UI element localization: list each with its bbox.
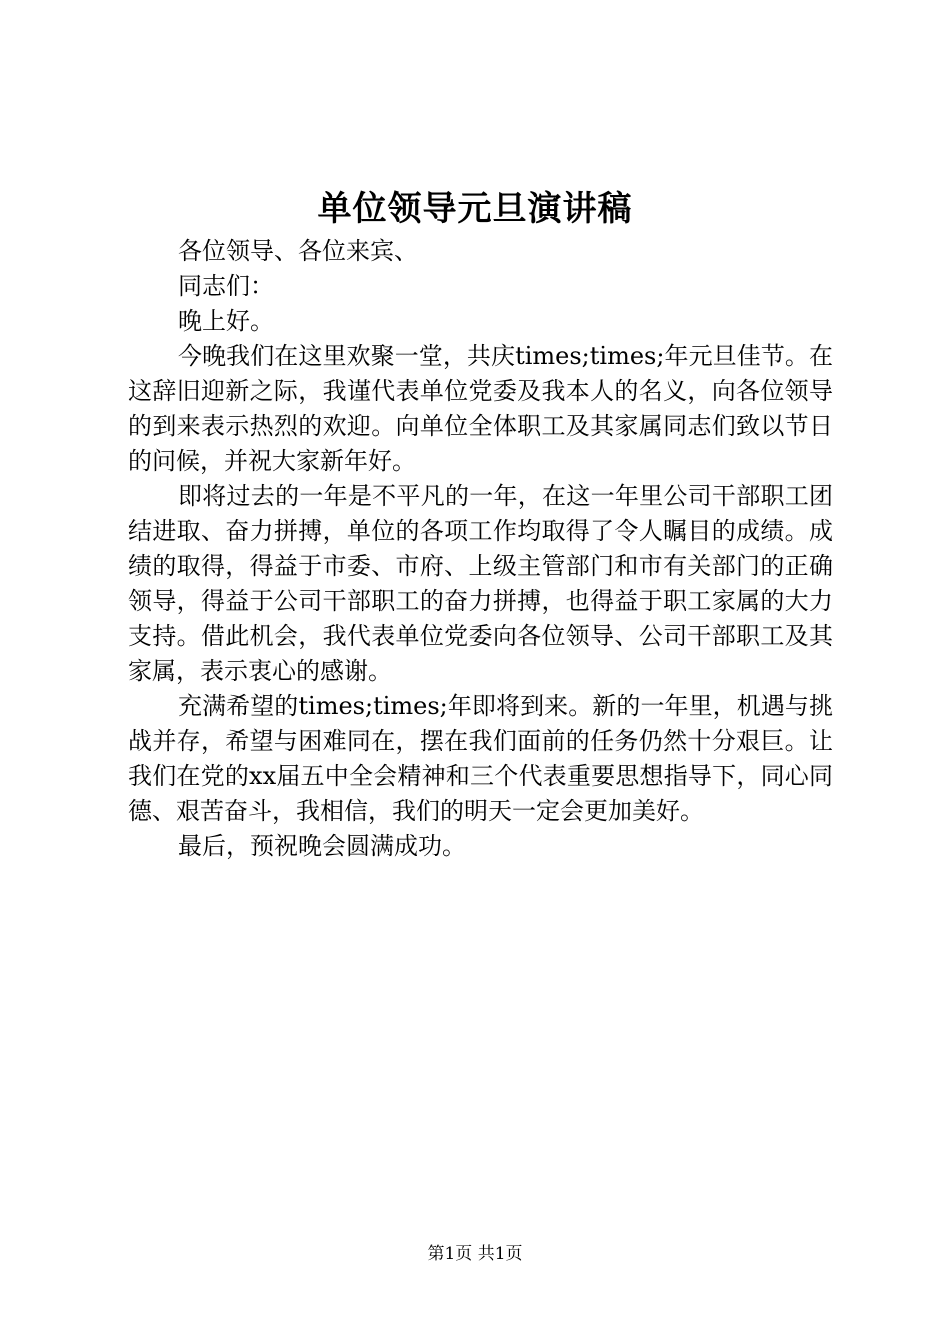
body-paragraph: 充满希望的times;times;年即将到来。新的一年里，机遇与挑战并存，希望与困难同在，摆在我们面前的任务仍然十分艰巨。让我们在党的xx届五中全会精神和三个代表重要思想指导下，同心同德、艰苦奋斗，我相信，我们的明天一定会更加美好。 (128, 692, 833, 825)
closing-paragraph: 最后，预祝晚会圆满成功。 (178, 832, 466, 860)
salutation-paragraph: 各位领导、各位来宾、 (178, 237, 418, 265)
salutation-paragraph: 同志们： (178, 272, 274, 300)
greeting-paragraph: 晚上好。 (178, 307, 274, 335)
document-body (128, 234, 833, 864)
page-footer: 第1页 共1页 (427, 1244, 523, 1264)
body-paragraph: 即将过去的一年是不平凡的一年，在这一年里公司干部职工团结进取、奋力拼搏，单位的各项工作均取得了令人瞩目的成绩。成绩的取得，得益于市委、市府、上级主管部门和市有关部门的正确领导，得益于公司干部职工的奋力拼搏，也得益于职工家属的大力支持。借此机会，我代表单位党委向各位领导、公司干部职工及其家属，表示衷心的感谢。 (128, 482, 833, 685)
body-paragraph: 今晚我们在这里欢聚一堂，共庆times;times;年元旦佳节。在这辞旧迎新之际，我谨代表单位党委及我本人的名义，向各位领导的到来表示热烈的欢迎。向单位全体职工及其家属同志们致以节日的问候，并祝大家新年好。 (128, 342, 833, 475)
document-title: 单位领导元旦演讲稿 (317, 189, 633, 229)
